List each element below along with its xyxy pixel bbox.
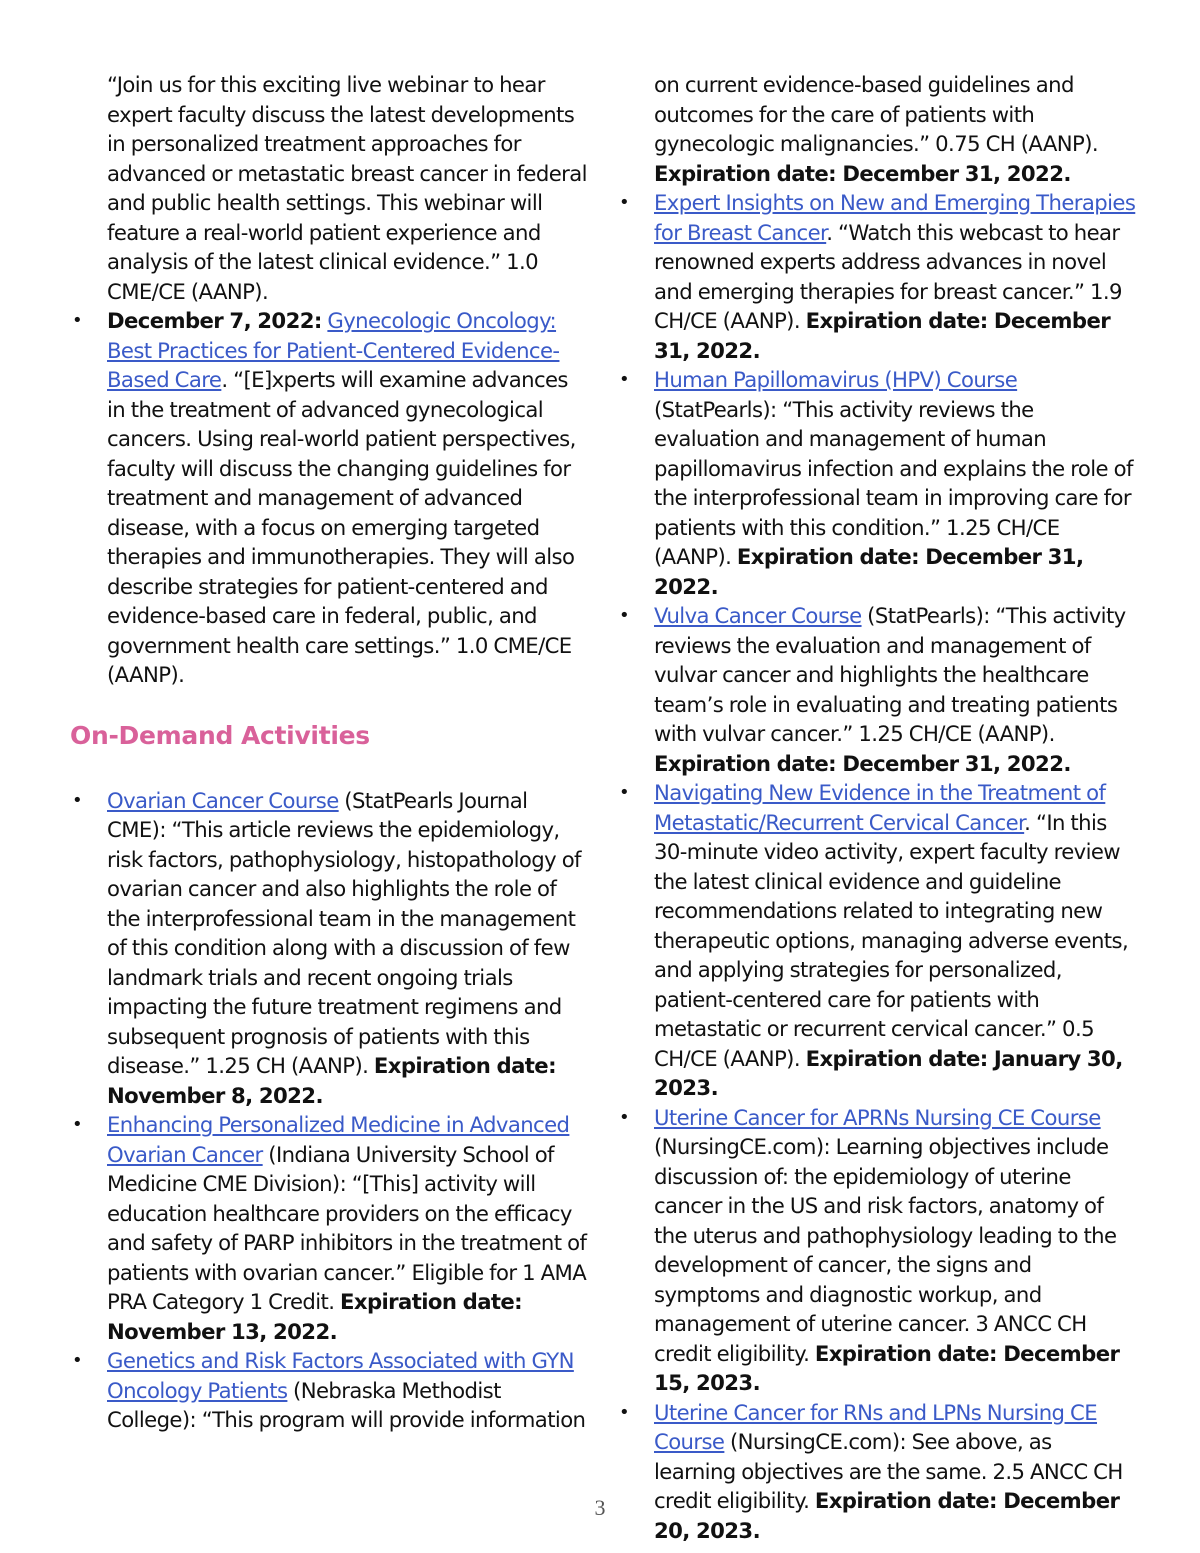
expert-insights-link[interactable]: Expert Insights on New and Emerging Therapies for Breast Cancer [654, 190, 1136, 245]
item-description: (NursingCE.com): See above, as learning objectives are the same. 2.5 ANCC CH credit eligibility. [654, 1429, 1123, 1513]
expiration-date: Expiration date: December 31, 2022. [654, 750, 1071, 776]
expiration-date: Expiration date: December 31, 2022. [654, 544, 1084, 599]
bullet-icon: • [619, 369, 630, 390]
intro-paragraph: “Join us for this exciting live webinar to hear expert faculty discuss the latest developments in personalized treatment approaches for advanced or metastatic breast cancer in federal and public health settings. This webinar will feature a real-world patient experience and analysis of the latest clinical evidence.” 1.0 CME/CE (AANP). [107, 72, 587, 304]
item-description: (Nebraska Methodist College): “This program will provide information [107, 1377, 586, 1432]
list-item [617, 188, 1137, 365]
bullet-icon: • [72, 789, 83, 811]
item-description: (NursingCE.com): Learning objectives include discussion of: the epidemiology of uterine cancer in the US and risk factors, anatomy of the uterus and pathophysiology leading to the development of cancer, the signs and symptoms and diagnostic workup, and management of uterine cancer. 3 ANCC CH credit eligibility. [654, 1134, 1117, 1366]
bullet-icon: • [619, 605, 630, 626]
event-date: December 7, 2022: [107, 308, 322, 333]
hpv-course-link[interactable]: Human Papillomavirus (HPV) Course [654, 367, 1018, 392]
right-column [617, 70, 1137, 1545]
bullet-icon: • [619, 1106, 630, 1128]
expiration-date: Expiration date: December 31, 2022. [654, 308, 1111, 363]
list-item [617, 601, 1137, 778]
item-description: (StatPearls): “This activity reviews the evaluation and management of human papillomavirus infection and explains the role of the interprofessional team in improving care for patients with this condition.” 1.25 CH/CE (AANP). [654, 396, 1133, 569]
expiration-date: Expiration date: November 8, 2022. [107, 1053, 556, 1108]
ovarian-cancer-course-link[interactable]: Ovarian Cancer Course [107, 787, 339, 813]
bullet-icon: • [72, 310, 83, 331]
list-item [70, 1346, 590, 1435]
cervical-cancer-link[interactable]: Navigating New Evidence in the Treatment of Metastatic/Recurrent Cervical Cancer [654, 780, 1106, 835]
continuation-text: on current evidence-based guidelines and outcomes for the care of patients with gynecologic malignancies.” 0.75 CH (AANP). [654, 72, 1099, 156]
item-description: (StatPearls Journal CME): “This article reviews the epidemiology, risk factors, pathophysiology, histopathology of ovarian cancer and also highlights the role of the interprofessional team in the management of this condition along with a discussion of few landmark trials and recent ongoing trials impacting the future treatment regimens and subsequent prognosis of patients with this disease.” 1.25 CH (AANP). [107, 787, 581, 1078]
list-item [70, 1110, 590, 1346]
item-description: (StatPearls): “This activity reviews the evaluation and management of vulvar cancer and highlights the healthcare team’s role in evaluating and treating patients with vulvar cancer.” 1.25 CH/CE (AANP). [654, 603, 1126, 746]
continuation-paragraph [617, 70, 1137, 188]
item-description: . “In this 30-minute video activity, expert faculty review the latest clinical evidence and guideline recommendations related to integrating new therapeutic options, managing adverse events, and applying strategies for personalized, patient-centered care for patients with metastatic or recurrent cervical cancer.” 0.5 CH/CE (AANP). [654, 809, 1129, 1071]
uterine-rn-lpn-course-link[interactable]: Uterine Cancer for RNs and LPNs Nursing CE Course [654, 1399, 1098, 1454]
item-description: . “[E]xperts will examine advances in the treatment of advanced gynecological cancers. Using real-world patient perspectives, faculty will discuss the changing guidelines for treatment and management of advanced disease, with a focus on emerging targeted therapies and immunotherapies. They will also describe strategies for patient-centered and evidence-based care in federal, public, and government health care settings.” 1.0 CME/CE (AANP). [107, 367, 576, 687]
expiration-date: Expiration date: November 13, 2022. [107, 1289, 523, 1344]
expiration-date: Expiration date: December 15, 2023. [654, 1340, 1120, 1395]
list-item [617, 365, 1137, 601]
gyn-oncology-link[interactable]: Gynecologic Oncology: Best Practices for Patient-Centered Evidence-Based Care [107, 308, 560, 392]
bullet-icon: • [72, 1350, 83, 1371]
expiration-date: Expiration date: January 30, 2023. [654, 1045, 1123, 1100]
genetics-risk-factors-link[interactable]: Genetics and Risk Factors Associated with GYN Oncology Patients [107, 1348, 574, 1403]
left-column [70, 70, 590, 1435]
list-item [70, 786, 590, 1111]
expiration-date: Expiration date: December 20, 2023. [654, 1488, 1120, 1543]
item-description: (Indiana University School of Medicine CME Division): “[This] activity will education healthcare providers on the efficacy and safety of PARP inhibitors in the treatment of patients with ovarian cancer.” Eligible for 1 AMA PRA Category 1 Credit. [107, 1141, 587, 1314]
expiration-date: Expiration date: December 31, 2022. [654, 160, 1071, 186]
bullet-icon: • [619, 192, 630, 213]
bullet-icon: • [619, 1401, 630, 1423]
vulva-cancer-course-link[interactable]: Vulva Cancer Course [654, 603, 862, 628]
bullet-icon: • [72, 1114, 83, 1135]
list-item [617, 778, 1137, 1103]
section-heading: On-Demand Activities [70, 720, 370, 750]
list-item [617, 1103, 1137, 1398]
uterine-aprn-course-link[interactable]: Uterine Cancer for APRNs Nursing CE Course [654, 1104, 1101, 1130]
item-description: . “Watch this webcast to hear renowned experts address advances in novel and emerging therapies for breast cancer.” 1.9 CH/CE (AANP). [654, 219, 1122, 333]
list-item [617, 1398, 1137, 1546]
list-item [70, 306, 590, 690]
page-number: 3 [594, 1495, 606, 1520]
personalized-medicine-link[interactable]: Enhancing Personalized Medicine in Advanced Ovarian Cancer [107, 1112, 570, 1167]
bullet-icon: • [619, 782, 630, 803]
